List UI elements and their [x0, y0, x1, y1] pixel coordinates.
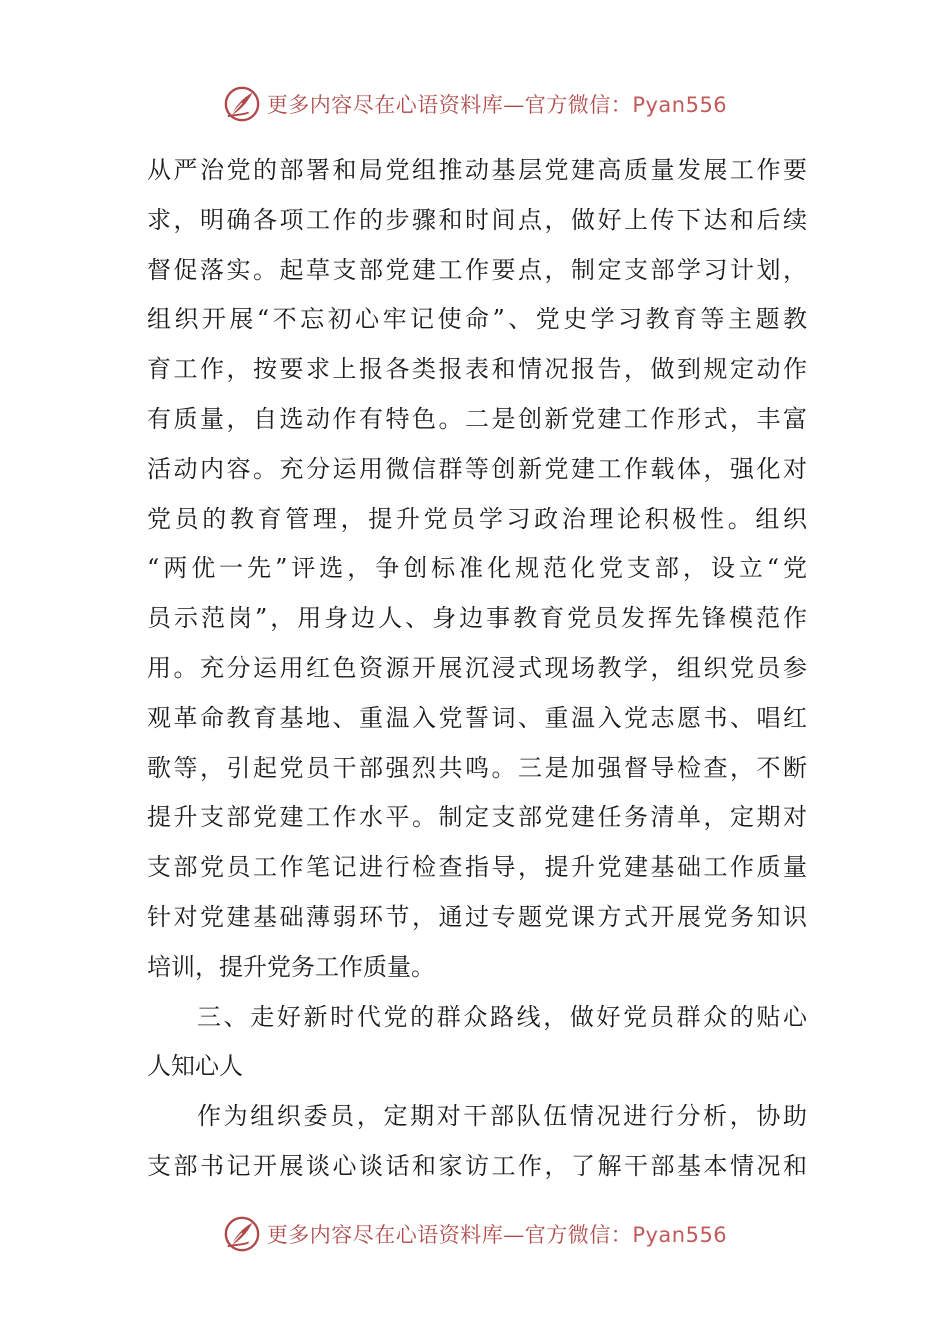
body-line: 员示范岗”，用身边人、身边事教育党员发挥先锋模范作 [147, 604, 807, 633]
body-line: 活动内容。充分运用微信群等创新党建工作载体，强化对 [147, 454, 807, 483]
body-line: 针对党建基础薄弱环节，通过专题党课方式开展党务知识 [147, 902, 807, 931]
watermark-text: 更多内容尽在心语资料库—官方微信：Pyan556 [266, 1223, 728, 1247]
paragraph-start: 作为组织委员，定期对干部队伍情况进行分析，协助 [197, 1102, 807, 1131]
body-line: 支部党员工作笔记进行检查指导，提升党建基础工作质量 [147, 853, 807, 882]
quill-logo-icon [223, 1215, 261, 1253]
body-line: 培训，提升党务工作质量。 [147, 952, 435, 981]
document-body [147, 146, 807, 1192]
watermark-id: Pyan556 [632, 93, 728, 117]
body-line: 歌等，引起党员干部强烈共鸣。三是加强督导检查，不断 [147, 753, 807, 782]
body-line: 从严治党的部署和局党组推动基层党建高质量发展工作要 [147, 156, 807, 184]
watermark-text: 更多内容尽在心语资料库—官方微信：Pyan556 [266, 93, 728, 117]
section-heading: 三、走好新时代党的群众路线，做好党员群众的贴心 [197, 1002, 807, 1031]
section-heading-continuation: 人知心人 [147, 1052, 243, 1081]
body-line: 组织开展“不忘初心牢记使命”、党史学习教育等主题教 [147, 305, 807, 334]
body-line: 党员的教育管理，提升党员学习政治理论积极性。组织 [147, 504, 807, 533]
body-line: “两优一先”评选，争创标准化规范化党支部，设立“党 [147, 554, 807, 583]
body-line: 有质量，自选动作有特色。二是创新党建工作形式，丰富 [147, 404, 807, 433]
body-line: 观革命教育基地、重温入党誓词、重温入党志愿书、唱红 [147, 703, 807, 732]
body-line: 提升支部党建工作水平。制定支部党建任务清单，定期对 [147, 803, 807, 832]
watermark-id: Pyan556 [632, 1223, 728, 1247]
body-line: 用。充分运用红色资源开展沉浸式现场教学，组织党员参 [147, 653, 807, 682]
body-line: 育工作，按要求上报各类报表和情况报告，做到规定动作 [147, 355, 807, 384]
body-line: 求，明确各项工作的步骤和时间点，做好上传下达和后续 [147, 205, 807, 234]
body-line: 支部书记开展谈心谈话和家访工作，了解干部基本情况和 [147, 1151, 807, 1180]
body-line: 督促落实。起草支部党建工作要点，制定支部学习计划， [147, 255, 807, 284]
watermark-header [0, 82, 950, 126]
watermark-footer [0, 1212, 950, 1256]
quill-logo-icon [223, 85, 261, 123]
